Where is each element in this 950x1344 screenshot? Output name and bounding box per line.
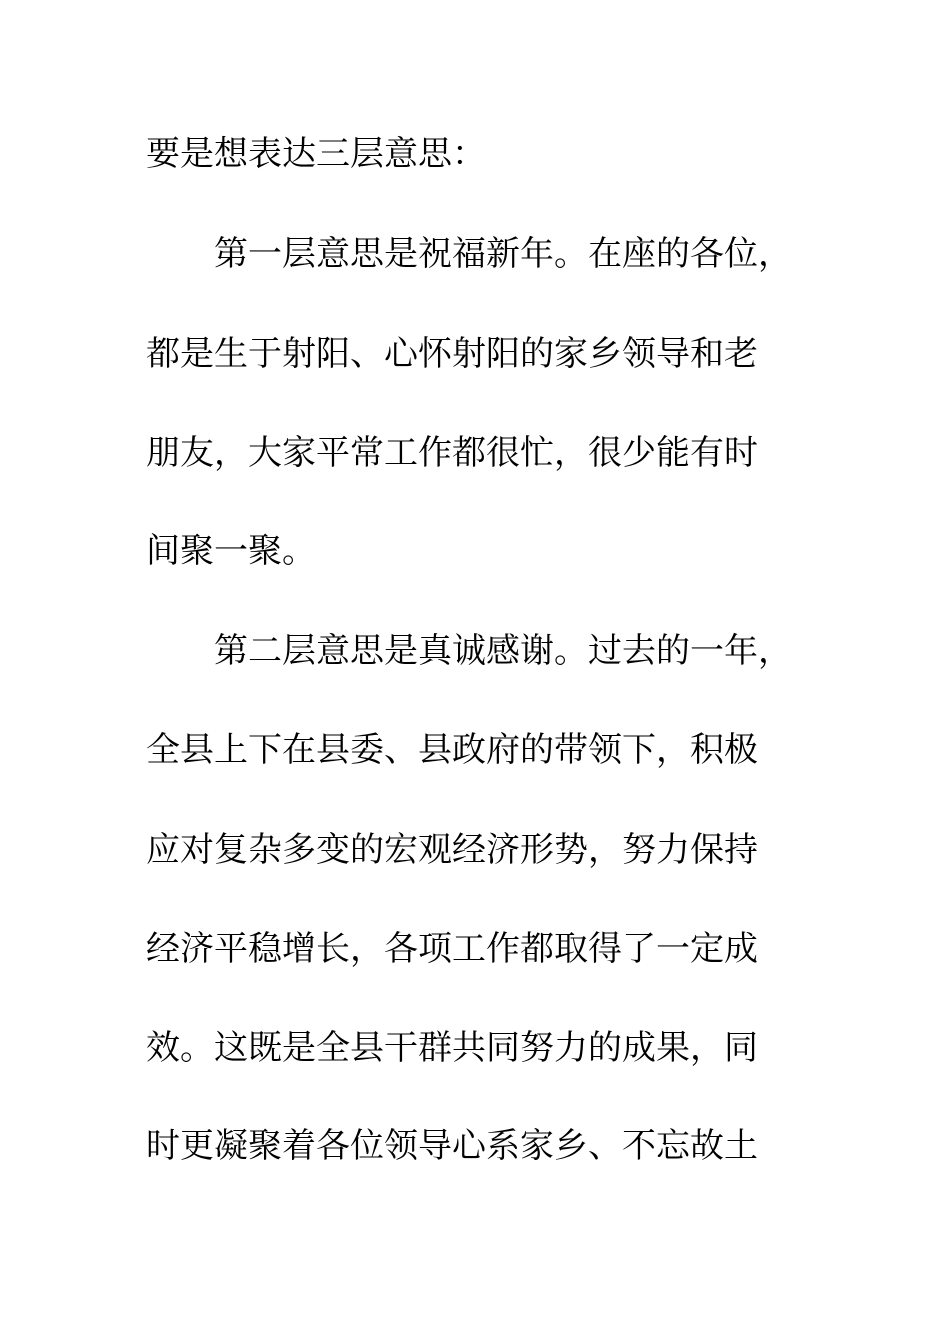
text-line-3: 都是生于射阳、心怀射阳的家乡领导和老	[146, 334, 758, 374]
text-line-8: 应对复杂多变的宏观经济形势，努力保持	[146, 830, 758, 870]
text-line-10: 效。这既是全县干群共同努力的成果，同	[146, 1028, 758, 1068]
text-line-1: 要是想表达三层意思：	[146, 134, 486, 174]
text-line-7: 全县上下在县委、县政府的带领下，积极	[146, 730, 758, 770]
text-line-11: 时更凝聚着各位领导心系家乡、不忘故土	[146, 1126, 758, 1166]
text-line-6: 第二层意思是真诚感谢。过去的一年，	[214, 631, 792, 671]
text-line-5: 间聚一聚。	[146, 531, 316, 571]
text-line-2: 第一层意思是祝福新年。在座的各位，	[214, 234, 792, 274]
text-line-4: 朋友，大家平常工作都很忙，很少能有时	[146, 433, 758, 473]
text-line-9: 经济平稳增长，各项工作都取得了一定成	[146, 929, 758, 969]
